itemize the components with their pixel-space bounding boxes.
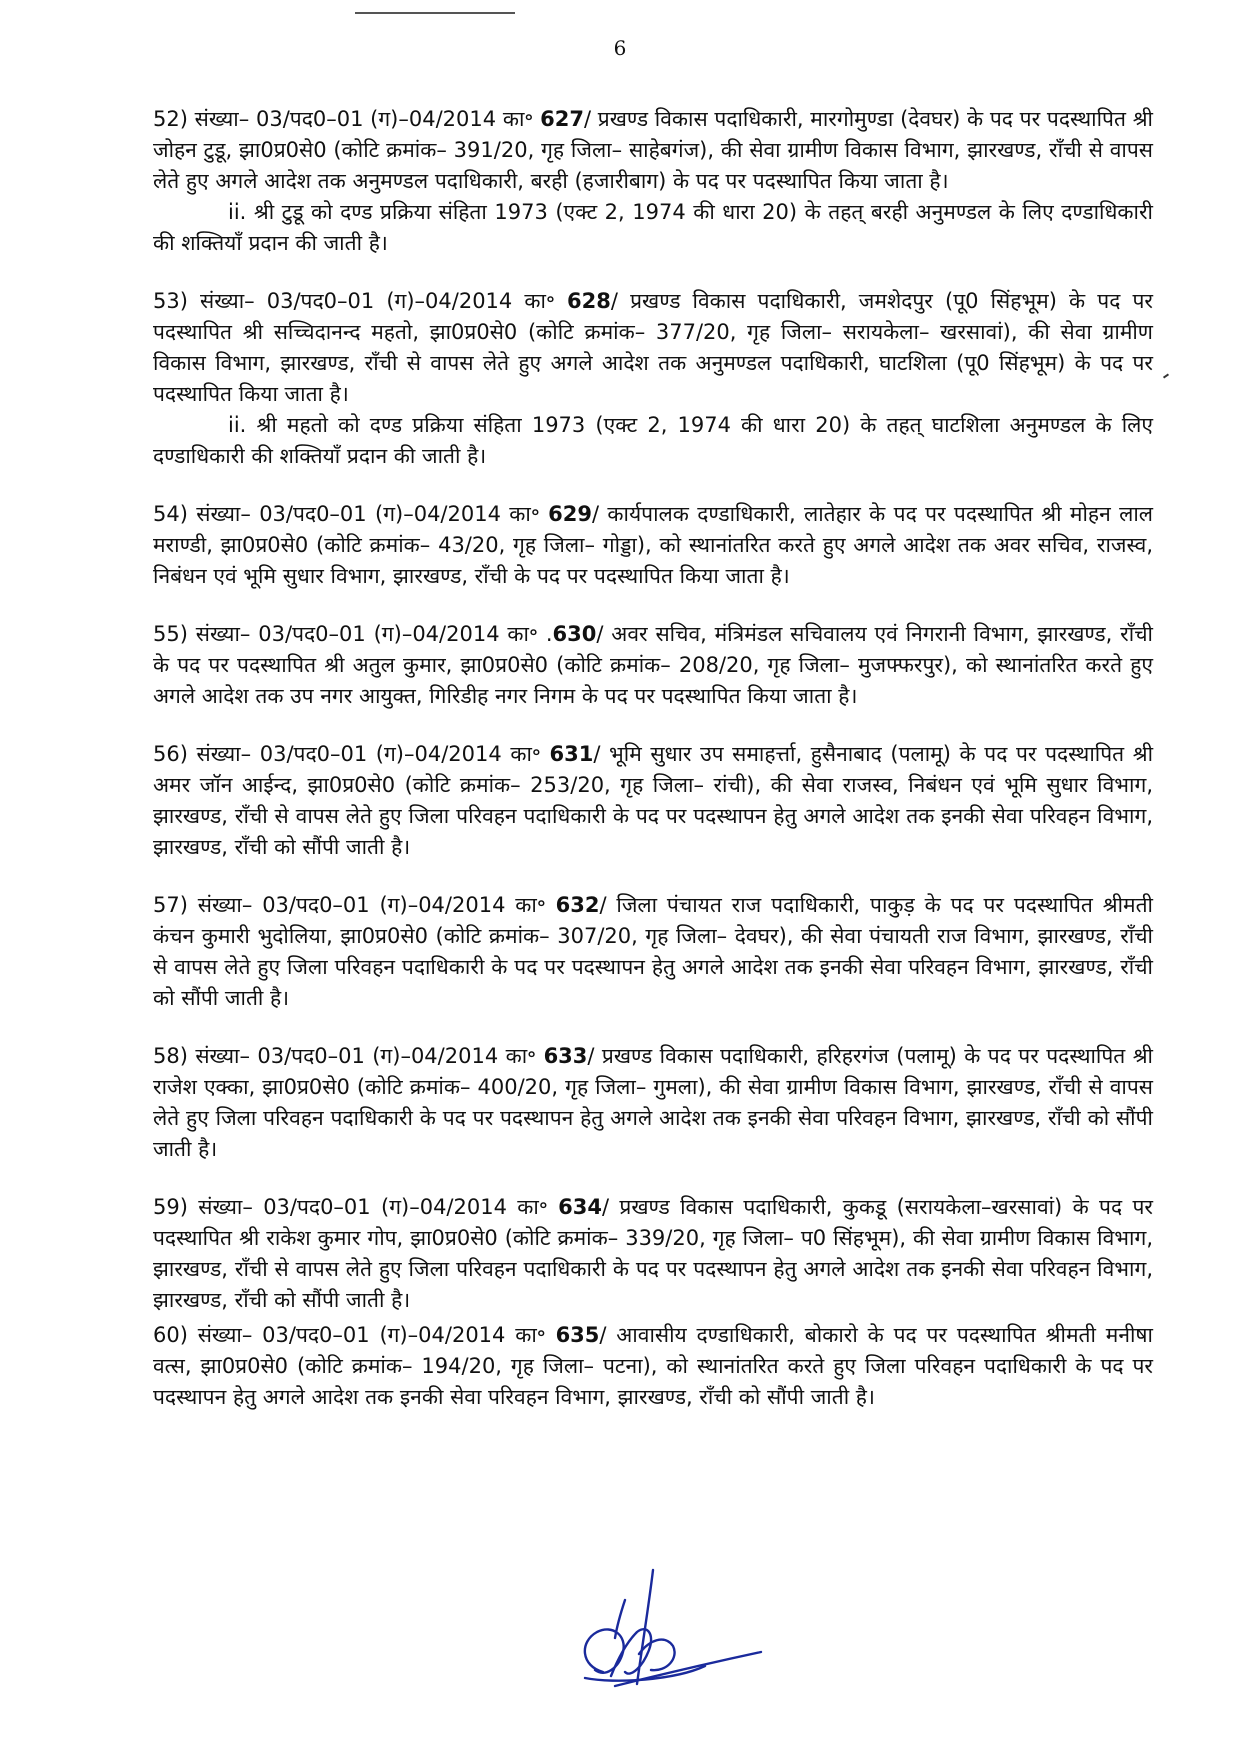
- entry-text: / प्रखण्ड विकास पदाधिकारी, हरिहरगंज (पलामू) के पद पर पदस्थापित श्री राजेश एक्का, झा0प्र0से0 (कोटि क्रमांक– 400/20, गृह जिला– गुमला), की सेवा ग्रामीण विकास विभाग, झारखण्ड, राँची से वापस लेते हुए जिला परिवहन पदाधिकारी के पद पर पदस्थापन हेतु अगले आदेश तक इनकी सेवा परिवहन विभाग, झारखण्ड, राँची को सौंपी जाती है।: [153, 1044, 1153, 1161]
- spacer: [153, 592, 1153, 619]
- order-number: 631: [549, 742, 594, 766]
- entry-53: [153, 286, 1153, 410]
- entry-lead: 54) संख्या– 03/पद0–01 (ग)–04/2014 का॰: [153, 502, 549, 526]
- order-number: 633: [543, 1044, 588, 1068]
- order-number: 627: [540, 107, 584, 131]
- entry-lead: 53) संख्या– 03/पद0–01 (ग)–04/2014 का॰: [153, 289, 568, 313]
- entry-lead: 58) संख्या– 03/पद0–01 (ग)–04/2014 का॰: [153, 1044, 544, 1068]
- order-number: 628: [567, 289, 611, 313]
- order-number: 634: [558, 1195, 602, 1219]
- spacer: [153, 259, 1153, 286]
- entry-60: [153, 1320, 1153, 1413]
- spacer: [153, 1014, 1153, 1041]
- entry-lead: 56) संख्या– 03/पद0–01 (ग)–04/2014 का॰: [153, 742, 550, 766]
- entry-57: [153, 890, 1153, 1014]
- signature-stroke: [585, 1629, 624, 1672]
- entry-text: / प्रखण्ड विकास पदाधिकारी, कुकडू (सरायकेला–खरसावां) के पद पर पदस्थापित श्री राकेश कुमार गोप, झा0प्र0से0 (कोटि क्रमांक– 339/20, गृह जिला– प0 सिंहभूम), की सेवा ग्रामीण विकास विभाग, झारखण्ड, राँची से वापस लेते हुए जिला परिवहन पदाधिकारी के पद पर पदस्थापन हेतु अगले आदेश तक इनकी सेवा परिवहन विभाग, झारखण्ड, राँची को सौंपी जाती है।: [153, 1195, 1153, 1312]
- entry-text: / प्रखण्ड विकास पदाधिकारी, मारगोमुण्डा (देवघर) के पद पर पदस्थापित श्री जोहन टुडू, झा0प्र0से0 (कोटि क्रमांक– 391/20, गृह जिला– साहेबगंज), की सेवा ग्रामीण विकास विभाग, झारखण्ड, राँची से वापस लेते हुए अगले आदेश तक अनुमण्डल पदाधिकारी, बरही (हजारीबाग) के पद पर पदस्थापित किया जाता है।: [153, 107, 1153, 193]
- document-body: [153, 104, 1153, 1413]
- entry-55: [153, 619, 1153, 712]
- spacer: [153, 1165, 1153, 1192]
- entry-52-sub: ii. श्री टुडू को दण्ड प्रक्रिया संहिता 1973 (एक्ट 2, 1974 की धारा 20) के तहत् बरही अनुमण्डल के लिए दण्डाधिकारी की शक्तियाँ प्रदान की जाती है।: [153, 200, 1153, 255]
- order-number: 629: [548, 502, 592, 526]
- entry-text: / आवासीय दण्डाधिकारी, बोकारो के पद पर पदस्थापित श्रीमती मनीषा वत्स, झा0प्र0से0 (कोटि क्रमांक– 194/20, गृह जिला– पटना), को स्थानांतरित करते हुए जिला परिवहन पदाधिकारी के पद पर पदस्थापन हेतु अगले आदेश तक इनकी सेवा परिवहन विभाग, झारखण्ड, राँची को सौंपी जाती है।: [153, 1323, 1153, 1409]
- entry-56: [153, 739, 1153, 863]
- entry-text: / अवर सचिव, मंत्रिमंडल सचिवालय एवं निगरानी विभाग, झारखण्ड, राँची के पद पर पदस्थापित श्री अतुल कुमार, झा0प्र0से0 (कोटि क्रमांक– 208/20, गृह जिला– मुजफ्फरपुर), को स्थानांतरित करते हुए अगले आदेश तक उप नगर आयुक्त, गिरिडीह नगर निगम के पद पर पदस्थापित किया जाता है।: [153, 622, 1153, 708]
- spacer: [153, 712, 1153, 739]
- spacer: [153, 472, 1153, 499]
- signature-stroke: [639, 1640, 675, 1671]
- entry-text: / जिला पंचायत राज पदाधिकारी, पाकुड़ के पद पर पदस्थापित श्रीमती कंचन कुमारी भुदोलिया, झा0प्र0से0 (कोटि क्रमांक– 307/20, गृह जिला– देवघर), की सेवा पंचायती राज विभाग, झारखण्ड, राँची से वापस लेते हुए जिला परिवहन पदाधिकारी के पद पर पदस्थापन हेतु अगले आदेश तक इनकी सेवा परिवहन विभाग, झारखण्ड, राँची को सौंपी जाती है।: [153, 893, 1153, 1010]
- entry-lead: 52) संख्या– 03/पद0–01 (ग)–04/2014 का॰: [153, 107, 541, 131]
- signature-strokes: [585, 1570, 761, 1686]
- entry-54: [153, 499, 1153, 592]
- entry-text: / प्रखण्ड विकास पदाधिकारी, जमशेदपुर (पू0 सिंहभूम) के पद पर पदस्थापित श्री सच्चिदानन्द महतो, झा0प्र0से0 (कोटि क्रमांक– 377/20, गृह जिला– सरायकेला– खरसावां), की सेवा ग्रामीण विकास विभाग, झारखण्ड, राँची से वापस लेते हुए अगले आदेश तक अनुमण्डल पदाधिकारी, घाटशिला (पू0 सिंहभूम) के पद पर पदस्थापित किया जाता है।: [153, 289, 1154, 406]
- entry-lead: 59) संख्या– 03/पद0–01 (ग)–04/2014 का॰: [153, 1195, 559, 1219]
- stray-mark: [1163, 373, 1169, 378]
- entry-52: [153, 104, 1153, 197]
- entry-59: [153, 1192, 1153, 1316]
- entry-lead: 57) संख्या– 03/पद0–01 (ग)–04/2014 का॰: [153, 893, 556, 917]
- entry-text: / कार्यपालक दण्डाधिकारी, लातेहार के पद पर पदस्थापित श्री मोहन लाल मराण्डी, झा0प्र0से0 (कोटि क्रमांक– 43/20, गृह जिला– गोड्डा), को स्थानांतरित करते हुए अगले आदेश तक अवर सचिव, राजस्व, निबंधन एवं भूमि सुधार विभाग, झारखण्ड, राँची के पद पर पदस्थापित किया जाता है।: [153, 502, 1153, 588]
- spacer: [153, 863, 1153, 890]
- entry-lead: 55) संख्या– 03/पद0–01 (ग)–04/2014 का॰ .: [153, 622, 553, 646]
- top-rule: [355, 12, 515, 14]
- entry-lead: 60) संख्या– 03/पद0–01 (ग)–04/2014 का॰: [153, 1323, 556, 1347]
- signature-stroke: [637, 1570, 653, 1684]
- entry-58: [153, 1041, 1153, 1165]
- page-number: 6: [613, 36, 627, 60]
- order-number: 630: [552, 622, 597, 646]
- entry-text: / भूमि सुधार उप समाहर्त्ता, हुसैनाबाद (पलामू) के पद पर पदस्थापित श्री अमर जॉन आईन्द, झा0प्र0से0 (कोटि क्रमांक– 253/20, गृह जिला– रांची), की सेवा राजस्व, निबंधन एवं भूमि सुधार विभाग, झारखण्ड, राँची से वापस लेते हुए जिला परिवहन पदाधिकारी के पद पर पदस्थापन हेतु अगले आदेश तक इनकी सेवा परिवहन विभाग, झारखण्ड, राँची को सौंपी जाती है।: [153, 742, 1154, 859]
- order-number: 632: [555, 893, 600, 917]
- entry-53-sub: ii. श्री महतो को दण्ड प्रक्रिया संहिता 1973 (एक्ट 2, 1974 की धारा 20) के तहत् घाटशिला अनुमण्डल के लिए दण्डाधिकारी की शक्तियाँ प्रदान की जाती है।: [153, 413, 1153, 468]
- signature-image: [555, 1560, 775, 1700]
- order-number: 635: [555, 1323, 600, 1347]
